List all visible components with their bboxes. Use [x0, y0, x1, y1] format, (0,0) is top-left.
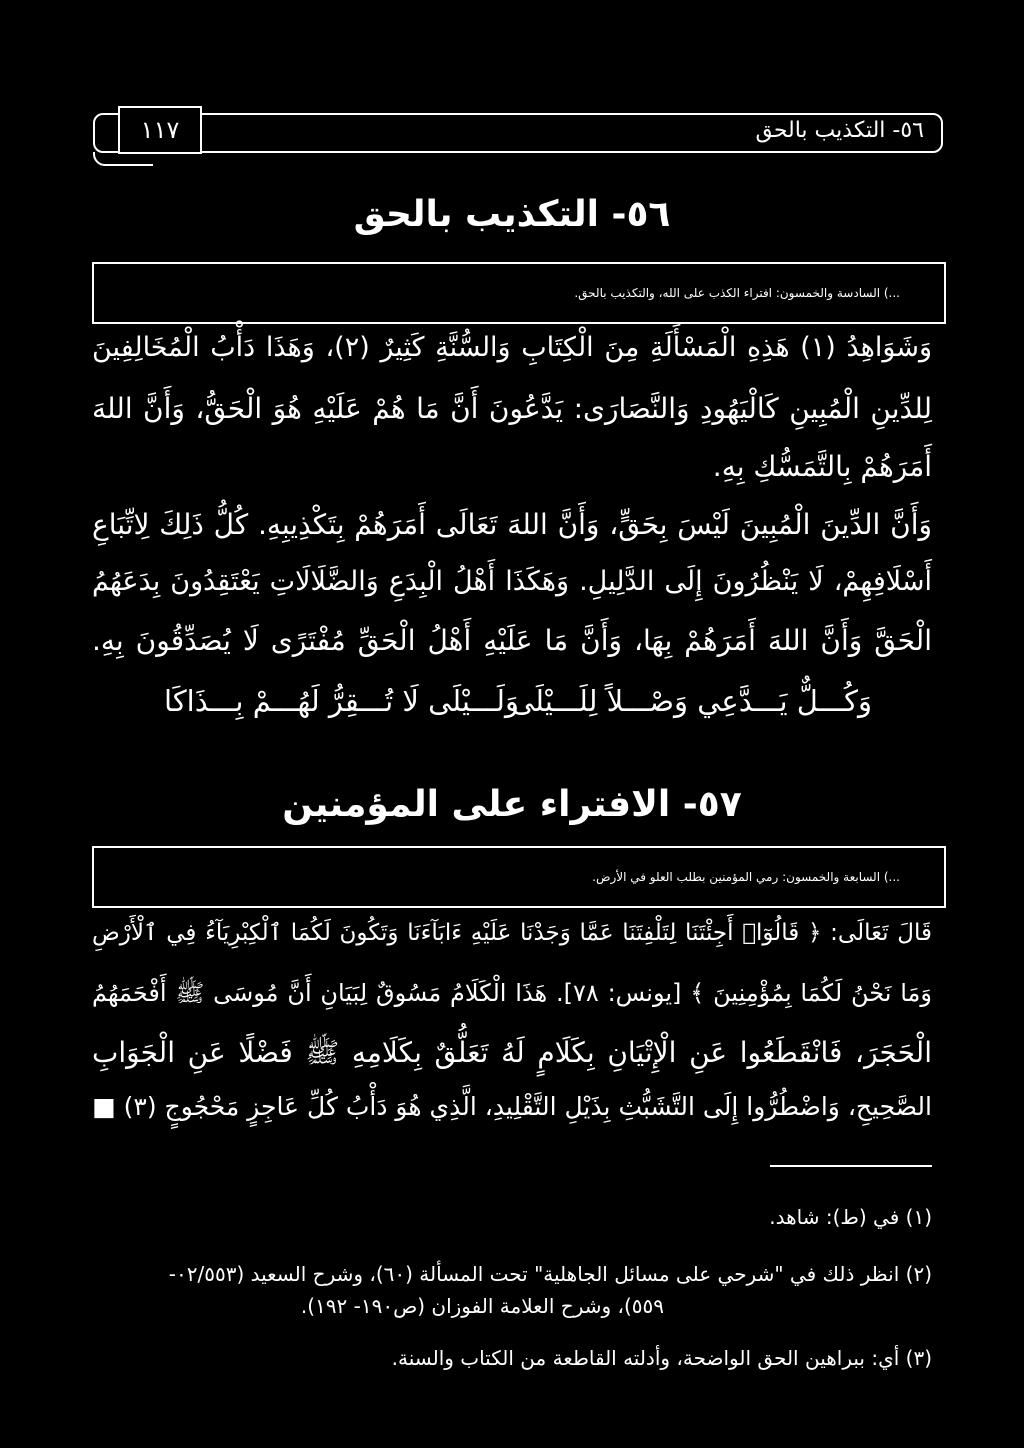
section-56-line-6: الْحَقَّ وَأَنَّ اللهَ أَمَرَهُمْ بِهَا، وَأَنَّ مَا عَلَيْهِ أَهْلُ الْحَقِّ مُفْتَرًى لَا يُصَدِّقُونَ بِهِ. — [92, 624, 932, 657]
footnote-3: (٣) أي: ببراهين الحق الواضحة، وأدلته القاطعة من الكتاب والسنة. — [391, 1346, 932, 1370]
section-57-line-1: قَالَ تَعَالَى: ﴿ قَالُوٓا۟ أَجِئْتَنَا لِتَلْفِتَنَا عَمَّا وَجَدْنَا عَلَيْهِ ءَابَآءَنَا وَتَكُونَ لَكُمَا ٱلْكِبْرِيَآءُ فِي ٱلْأَرْضِ — [92, 920, 932, 946]
footnote-1: (١) في (ط): شاهد. — [769, 1205, 932, 1229]
section-57-quote: ...) السابعة والخمسون: رمي المؤمنين بطلب العلو في الأرض. — [92, 846, 946, 908]
running-title: ٥٦- التكذيب بالحق — [755, 118, 924, 143]
section-57-line-2: وَمَا نَحْنُ لَكُمَا بِمُؤْمِنِينَ ﴾ [يونس: ٧٨]. هَذَا الْكَلَامُ مَسُوقٌ لِبَيَانِ أَنَّ مُوسَى ﷺ أَفْحَمَهُمُ — [92, 979, 933, 1007]
footnote-2-continued: ٥٥٩)، وشرح العلامة الفوزان (ص١٩٠- ١٩٢). — [300, 1294, 664, 1318]
page-number-tail — [93, 152, 153, 166]
section-56-title: ٥٦- التكذيب بالحق — [353, 194, 671, 235]
section-57-title: ٥٧- الافتراء على المؤمنين — [282, 784, 742, 825]
section-56-quote: ...) السادسة والخمسون: افتراء الكذب على الله، والتكذيب بالحق. — [92, 262, 946, 324]
section-57-line-3: الْحَجَرَ، فَانْقَطَعُوا عَنِ الْإِتْيَانِ بِكَلَامٍ لَهُ تَعَلُّقٌ بِكَلَامِهِ ﷺ فَضْلًا عَنِ الْجَوَابِ — [92, 1036, 932, 1069]
section-56-line-1: وَشَوَاهِدُ (١) هَذِهِ الْمَسْأَلَةِ مِنَ الْكِتَابِ وَالسُّنَّةِ كَثِيرٌ (٢)، وَهَذَا دَأْبُ الْمُخَالِفِينَ — [92, 332, 933, 363]
poem-verse-second-hemistich: وَلَـــيْلَى لَا تُـــقِرُّ لَهُـــمْ بِـــذَاكَا — [164, 684, 519, 718]
section-56-line-2: لِلدِّينِ الْمُبِينِ كَالْيَهُودِ وَالنَّصَارَى: يَدَّعُونَ أَنَّ مَا هُمْ عَلَيْهِ هُوَ الْحَقُّ، وَأَنَّ اللهَ — [92, 392, 932, 425]
section-56-line-3: أَمَرَهُمْ بِالتَّمَسُّكِ بِهِ. — [712, 450, 932, 483]
footnote-2: (٢) انظر ذلك في "شرحي على مسائل الجاهلية" تحت المسألة (٦٠)، وشرح السعيد (٠٢/٥٥٣- — [168, 1262, 932, 1286]
section-56-line-4: وَأَنَّ الدِّينَ الْمُبِينَ لَيْسَ بِحَقٍّ، وَأَنَّ اللهَ تَعَالَى أَمَرَهُمْ بِتَكْذِيبِهِ. كُلُّ ذَلِكَ لِاتِّبَاعِ — [92, 508, 932, 541]
section-56-line-5: أَسْلَافِهِمْ، لَا يَنْظُرُونَ إِلَى الدَّلِيلِ. وَهَكَذَا أَهْلُ الْبِدَعِ وَالضَّلَالَاتِ يَعْتَقِدُونَ بِدَعَهُمُ — [92, 566, 932, 597]
footnote-divider — [770, 1165, 932, 1167]
poem-verse-first-hemistich: وَكُـــلٌّ يَـــدَّعِي وَصْـــلاً لِلَـــيْلَى — [510, 684, 872, 718]
section-57-line-4: الصَّحِيحِ، وَاضْطُرُّوا إِلَى التَّشَبُّثِ بِذَيْلِ التَّقْلِيدِ، الَّذِي هُوَ دَأْبُ كُلِّ عَاجِزٍ مَحْجُوجٍ (٣) ■ — [92, 1092, 932, 1121]
page-number: ١١٧ — [118, 106, 202, 154]
